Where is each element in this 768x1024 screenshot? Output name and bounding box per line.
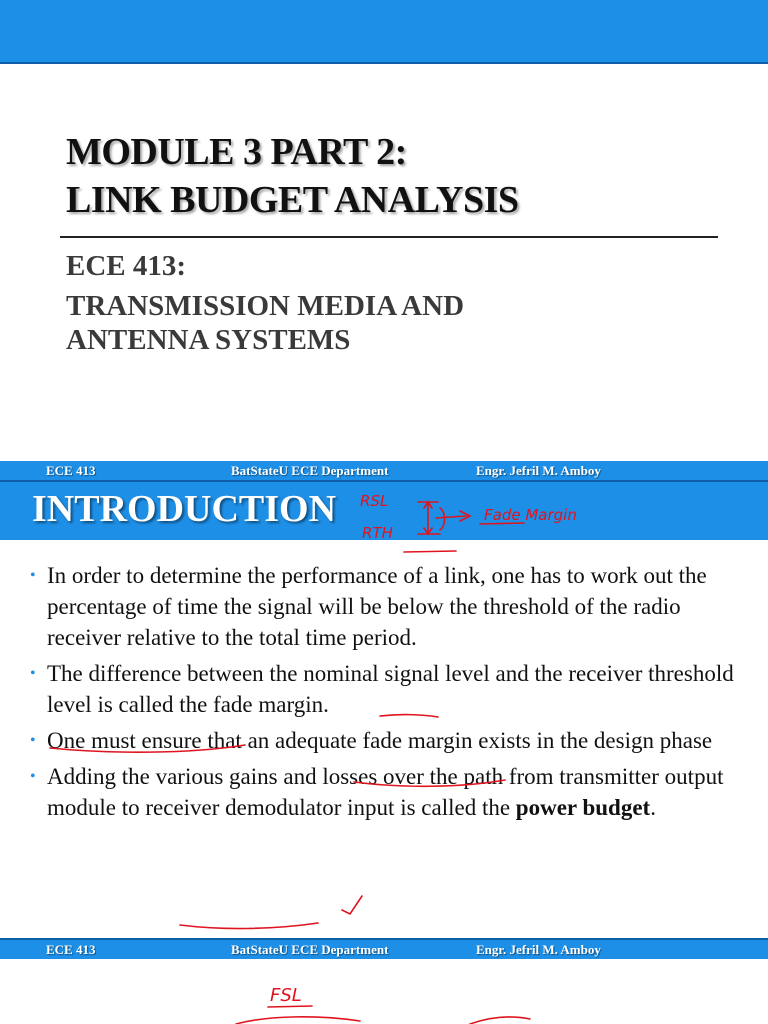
bullet-text: One must ensure that an adequate fade margin exists in the design phase bbox=[47, 728, 713, 753]
footer-author: Engr. Jefril M. Amboy bbox=[476, 463, 601, 478]
title-underline bbox=[60, 236, 718, 238]
footer-author: Engr. Jefril M. Amboy bbox=[476, 942, 601, 957]
footer-department: BatStateU ECE Department bbox=[231, 942, 389, 957]
course-title-line2: ANTENNA SYSTEMS bbox=[66, 324, 351, 356]
bullet-item bbox=[30, 658, 745, 720]
footer-course-code: ECE 413 bbox=[46, 463, 96, 478]
module-title-line2: LINK BUDGET ANALYSIS bbox=[66, 179, 519, 221]
bullet-dot: • bbox=[30, 665, 36, 682]
underline-power-budget bbox=[180, 923, 318, 929]
slide1-header-bar bbox=[0, 0, 768, 62]
bullet-text: The difference between the nominal signal level and the receiver threshold level is called the fade margin. bbox=[47, 661, 734, 717]
slide1-header-divider bbox=[0, 62, 768, 64]
course-title-line1: TRANSMISSION MEDIA AND bbox=[66, 290, 465, 322]
title-handwritten-annotations bbox=[0, 482, 768, 562]
bullet-item bbox=[30, 725, 745, 756]
annotation-fade-margin: Fade Margin bbox=[484, 506, 577, 524]
bullet-dot: • bbox=[30, 768, 36, 785]
check-mark bbox=[342, 896, 362, 914]
bullet-item bbox=[30, 560, 745, 653]
slide1-footer bbox=[0, 461, 768, 480]
bullet-dot: • bbox=[30, 732, 36, 749]
bullet-text-after: . bbox=[650, 795, 656, 820]
course-code: ECE 413: bbox=[66, 250, 187, 282]
slide3-handwritten-annotations bbox=[0, 961, 768, 1024]
bullet-dot: • bbox=[30, 567, 36, 584]
footer-course-code: ECE 413 bbox=[46, 942, 96, 957]
footer-department: BatStateU ECE Department bbox=[231, 463, 389, 478]
introduction-title: INTRODUCTION bbox=[32, 488, 337, 530]
bullet-list bbox=[30, 560, 745, 828]
bullet-text: In order to determine the performance of a link, one has to work out the percentage of time the signal will be below the threshold of the radio receiver relative to the total time period. bbox=[47, 563, 707, 650]
slide2-footer bbox=[0, 940, 768, 959]
annotation-rth: RTH bbox=[362, 524, 393, 542]
annotation-rsl: RSL bbox=[360, 492, 389, 510]
module-title-line1: MODULE 3 PART 2: bbox=[66, 131, 407, 173]
annotation-fsl: FSL bbox=[270, 985, 302, 1006]
bullet-text-before: Adding the various gains and losses over the path from transmitter output module to receiver demodulator input is called the bbox=[47, 764, 724, 820]
bullet-item bbox=[30, 761, 745, 823]
bullet-text-bold: power budget bbox=[515, 795, 651, 820]
